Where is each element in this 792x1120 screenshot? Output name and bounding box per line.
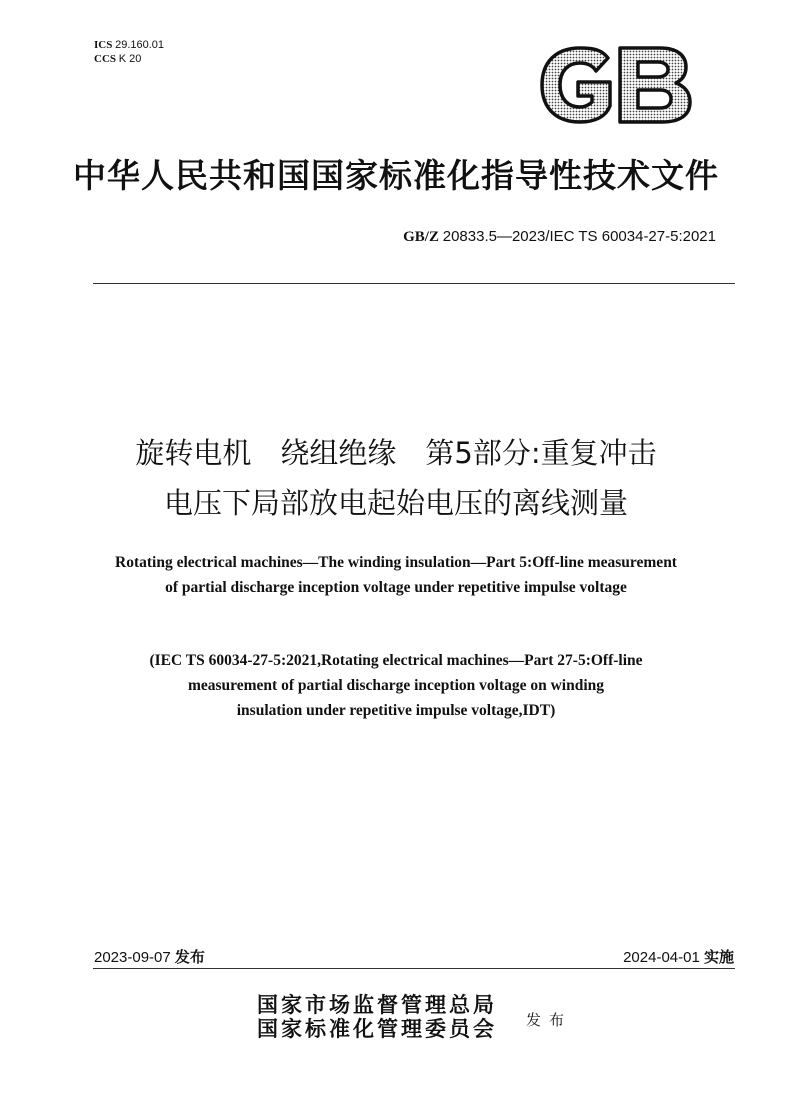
publish-label: 发布	[526, 1011, 573, 1029]
idt-line-2: measurement of partial discharge inception voltage on winding	[187, 677, 605, 694]
standard-number	[403, 228, 716, 246]
ics-line	[94, 38, 164, 52]
issue-date-value: 2023-09-07	[94, 949, 171, 966]
gb-logo-icon	[536, 44, 694, 126]
ccs-line	[94, 52, 164, 66]
issuing-authorities	[257, 993, 497, 1041]
chinese-title-line-2: 电压下局部放电起始电压的离线测量	[163, 486, 628, 520]
chinese-title	[0, 428, 792, 528]
effective-date-value: 2024-04-01	[623, 949, 700, 966]
issuer-2: 国家标准化管理委员会	[257, 1016, 497, 1041]
english-title-line-2: of partial discharge inception voltage under repetitive impulse voltage	[165, 579, 627, 596]
ccs-label: CCS	[94, 53, 117, 65]
idt-line-3: insulation under repetitive impulse voltage,IDT)	[236, 702, 556, 719]
issue-date-label: 发布	[174, 948, 205, 966]
chinese-title-line-1: 旋转电机 绕组绝缘 第5部分:重复冲击	[135, 436, 657, 470]
issuer-1: 国家市场监督管理总局	[257, 992, 497, 1017]
standard-code: 20833.5—2023/IEC TS 60034-27-5:2021	[442, 228, 716, 245]
effective-date	[623, 946, 734, 967]
document-type-title: 中华人民共和国国家标准化指导性技术文件	[73, 156, 719, 195]
issue-date	[94, 946, 205, 967]
ics-code: 29.160.01	[115, 39, 165, 51]
standard-prefix: GB/Z	[403, 229, 439, 245]
idt-line-1: (IEC TS 60034-27-5:2021,Rotating electrical machines—Part 27-5:Off-line	[149, 652, 643, 669]
ics-label: ICS	[94, 39, 113, 51]
classification-codes	[94, 38, 164, 66]
top-divider	[93, 283, 735, 284]
effective-date-label: 实施	[703, 948, 734, 966]
idt-statement	[0, 648, 792, 723]
english-title	[0, 550, 792, 600]
english-title-line-1: Rotating electrical machines—The winding insulation—Part 5:Off-line measurement	[115, 554, 677, 571]
ccs-code: K 20	[118, 53, 142, 65]
bottom-divider	[93, 968, 735, 969]
